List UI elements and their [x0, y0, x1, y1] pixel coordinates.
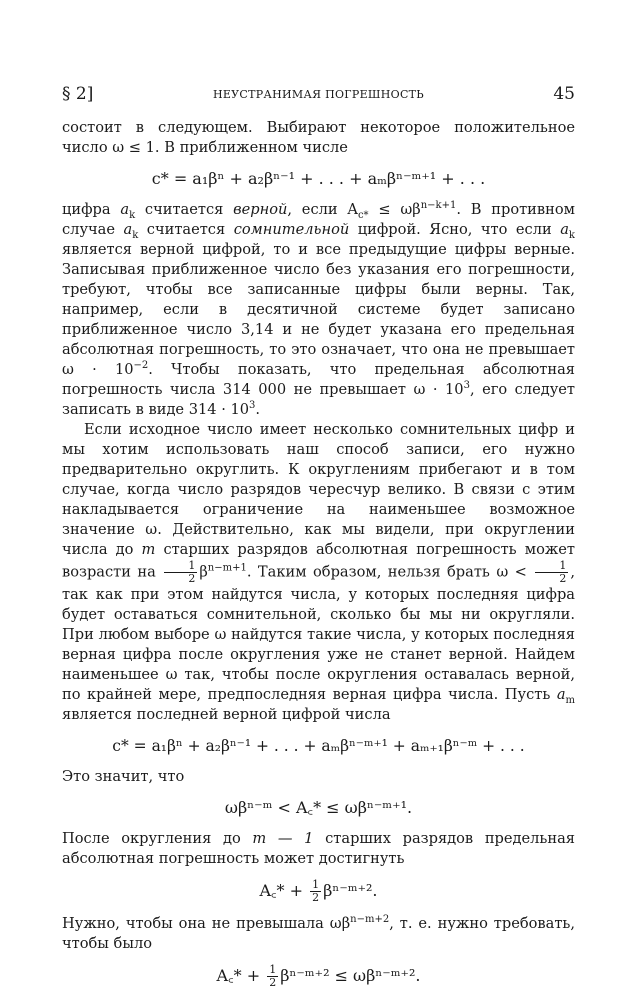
- page-number: 45: [553, 84, 575, 104]
- fraction-half-2: $\frac{1}{2}$: [535, 560, 568, 585]
- running-title: НЕУСТРАНИМАЯ ПОГРЕШНОСТЬ: [212, 88, 425, 101]
- paragraph-5: После округления до m — 1 старших разрядов предельная абсолютная погрешность может достигнуть: [62, 830, 575, 867]
- paragraph-1: состоит в следующем. Выбирают некоторое положительное число ω ≤ 1. В приближенном числе: [62, 119, 575, 156]
- formula-inequality: ωβⁿ⁻ᵐ < A꜀* ≤ ωβⁿ⁻ᵐ⁺¹.: [224, 798, 413, 817]
- page-body: [62, 118, 575, 999]
- formula-series: c* = a₁βⁿ + a₂βⁿ⁻¹ + . . . + aₘβⁿ⁻ᵐ⁺¹ + . . .: [151, 169, 486, 188]
- paragraph-6: Нужно, чтобы она не превышала $\omega\beta^{n-m+2}$, т. е. нужно требовать, чтобы было: [62, 914, 576, 952]
- fraction-half: $\frac{1}{2}$: [164, 560, 197, 585]
- formula-series-extended: c* = a₁βⁿ + a₂βⁿ⁻¹ + . . . + aₘβⁿ⁻ᵐ⁺¹ + aₘ₊₁βⁿ⁻ᵐ + . . .: [112, 737, 525, 755]
- paragraph-4: Это значит, что: [62, 768, 185, 785]
- paragraph-2: цифра $a_k$ считается верной, если $A_{c*} \le \omega\beta^{n-k+1}$. В противном случае $a_k$ считается сомнительной цифрой. Ясно, что если $a_k$ является верной цифрой, то и все предыдущие цифры верные. Записывая приближенное число без указания его погрешности, требуют, чтобы все записанные цифры были верны. Так, например, если в десятичной системе будет записано приближенное число 3,14 и не будет указана его предельная абсолютная погрешность, то это означает, что она не превышает $\omega \cdot 10^{-2}$. Чтобы показать, что предельная абсолютная погрешность числа 314 000 не превышает $\omega \cdot 10^3$, его следует записать в виде $314 \cdot 10^3$.: [62, 200, 575, 418]
- section-marker: § 2]: [62, 84, 94, 104]
- term-verna: верной: [233, 201, 288, 218]
- term-somnitelnaya: сомнительной: [233, 221, 350, 238]
- formula-requirement: A꜀* + $\frac{1}{2}$ βⁿ⁻ᵐ⁺² ≤ ωβⁿ⁻ᵐ⁺².: [216, 963, 421, 989]
- running-header: [62, 84, 575, 104]
- formula-error-bound: A꜀* + $\frac{1}{2}$ βⁿ⁻ᵐ⁺².: [259, 878, 378, 904]
- paragraph-3: Если исходное число имеет несколько сомнительных цифр и мы хотим использовать наш способ записи, его нужно предварительно округлить. К округлениям прибегают и в том случае, когда число разрядов чересчур велико. В связи с этим накладывается ограничение на наименьшее возможное значение ω. Действительно, как мы видели, при округлении числа до m старших разрядов абсолютная погрешность может возрасти на $\frac{1}{2}$ $\beta^{n-m+1}$. Таким образом, нельзя брать ω < $\frac{1}{2}$ , так как при этом найдутся числа, у которых последняя цифра будет оставаться сомнительной, сколько бы мы ни округляли. При любом выборе ω найдутся такие числа, у которых последняя верная цифра после округления уже не станет верной. Найдем наименьшее ω так, чтобы после округления оставалась верной, по крайней мере, предпоследняя верная цифра числа. Пусть $a_m$ является последней верной цифрой числа: [62, 421, 575, 723]
